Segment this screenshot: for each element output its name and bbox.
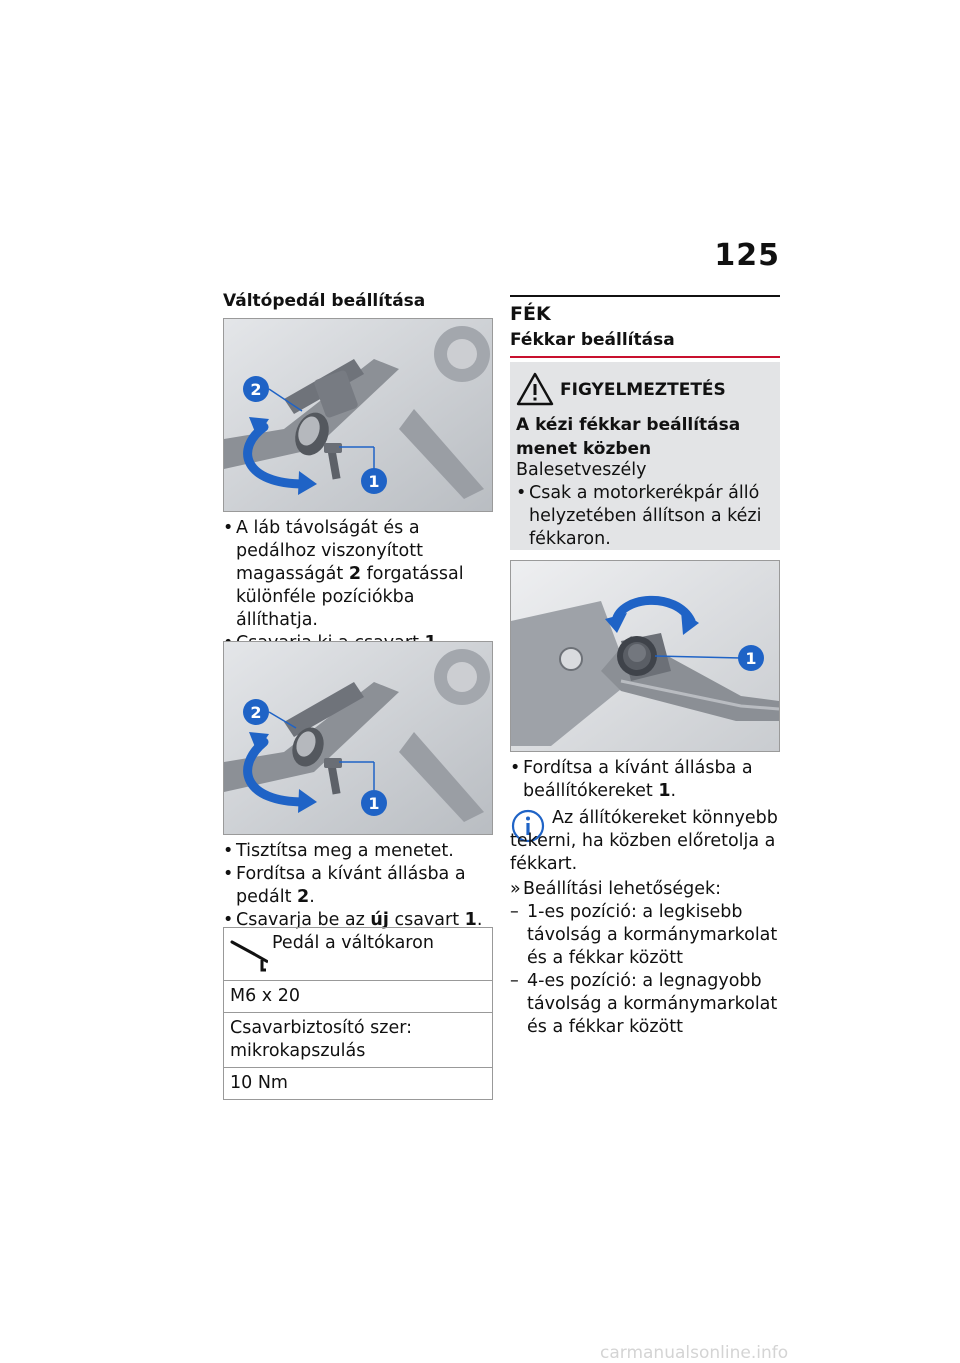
warning-instruction: • Csak a motorkerékpár álló helyzetében állítson a kézi fékkaron. xyxy=(516,482,774,551)
option-item: – 4-es pozíció: a legnagyobb távolság a kormánymarkolat és a fékkar között xyxy=(510,970,780,1039)
watermark: carmanualsonline.info xyxy=(600,1343,789,1363)
bullet-item: • A láb távolságát és a pedálhoz viszonyított magasságát 2 forgatással különféle pozíciókba állíthatja. xyxy=(223,517,491,632)
svg-text:1: 1 xyxy=(368,794,380,813)
bullet-item: • Fordítsa a kívánt állásba a beállítókereket 1. xyxy=(510,757,780,803)
section-rule xyxy=(510,295,780,297)
adjust-options xyxy=(510,878,780,1039)
bullet-item: • Tisztítsa meg a menetet. xyxy=(223,840,491,863)
callout-2 xyxy=(243,699,269,725)
figure-shift-pedal-1 xyxy=(223,318,493,512)
callout-1 xyxy=(361,790,387,816)
warning-headline: A kézi fékkar beállítása menet közben xyxy=(516,415,741,459)
figure-brake-lever xyxy=(510,560,780,752)
section-heading-shift-pedal: Váltópedál beállítása xyxy=(223,291,426,311)
svg-text:1: 1 xyxy=(745,649,757,668)
right-text-block xyxy=(510,757,780,803)
svg-text:2: 2 xyxy=(250,380,262,399)
bullet-item: • Fordítsa a kívánt állásba a pedált 2. xyxy=(223,863,491,909)
figure-shift-pedal-2 xyxy=(223,641,493,835)
spec-screw-size: M6 x 20 xyxy=(224,980,492,1012)
svg-text:2: 2 xyxy=(250,703,262,722)
warning-title: FIGYELMEZTETÉS xyxy=(560,380,726,400)
spec-table xyxy=(223,927,493,1100)
warning-hazard: Balesetveszély xyxy=(516,460,647,480)
warning-icon xyxy=(516,372,554,406)
info-note: Az állítókereket könnyebb tekerni, ha közben előretolja a fékkart. xyxy=(510,808,778,874)
svg-text:1: 1 xyxy=(368,472,380,491)
bullet-item: • Csavarja be az új csavart 1. xyxy=(223,909,491,932)
spec-torque: 10 Nm xyxy=(224,1067,492,1099)
warning-body xyxy=(516,459,774,551)
wrench-icon xyxy=(228,932,268,972)
left-text-block-2 xyxy=(223,840,491,932)
heading-brake-lever: Fékkar beállítása xyxy=(510,330,675,350)
option-item: – 1-es pozíció: a legkisebb távolság a kormánymarkolat és a fékkar között xyxy=(510,901,780,970)
callout-1 xyxy=(738,645,764,671)
callout-2 xyxy=(243,376,269,402)
page-number: 125 xyxy=(714,238,780,273)
spec-title-row: Pedál a váltókaron xyxy=(224,928,492,980)
options-title: » Beállítási lehetőségek: xyxy=(510,878,780,901)
section-title-brake: FÉK xyxy=(510,303,551,325)
warning-rule xyxy=(510,356,780,358)
left-text-block-1 xyxy=(223,517,491,655)
callout-1 xyxy=(361,468,387,494)
spec-locking-agent: Csavarbiztosító szer: mikrokapszulás xyxy=(224,1012,492,1067)
